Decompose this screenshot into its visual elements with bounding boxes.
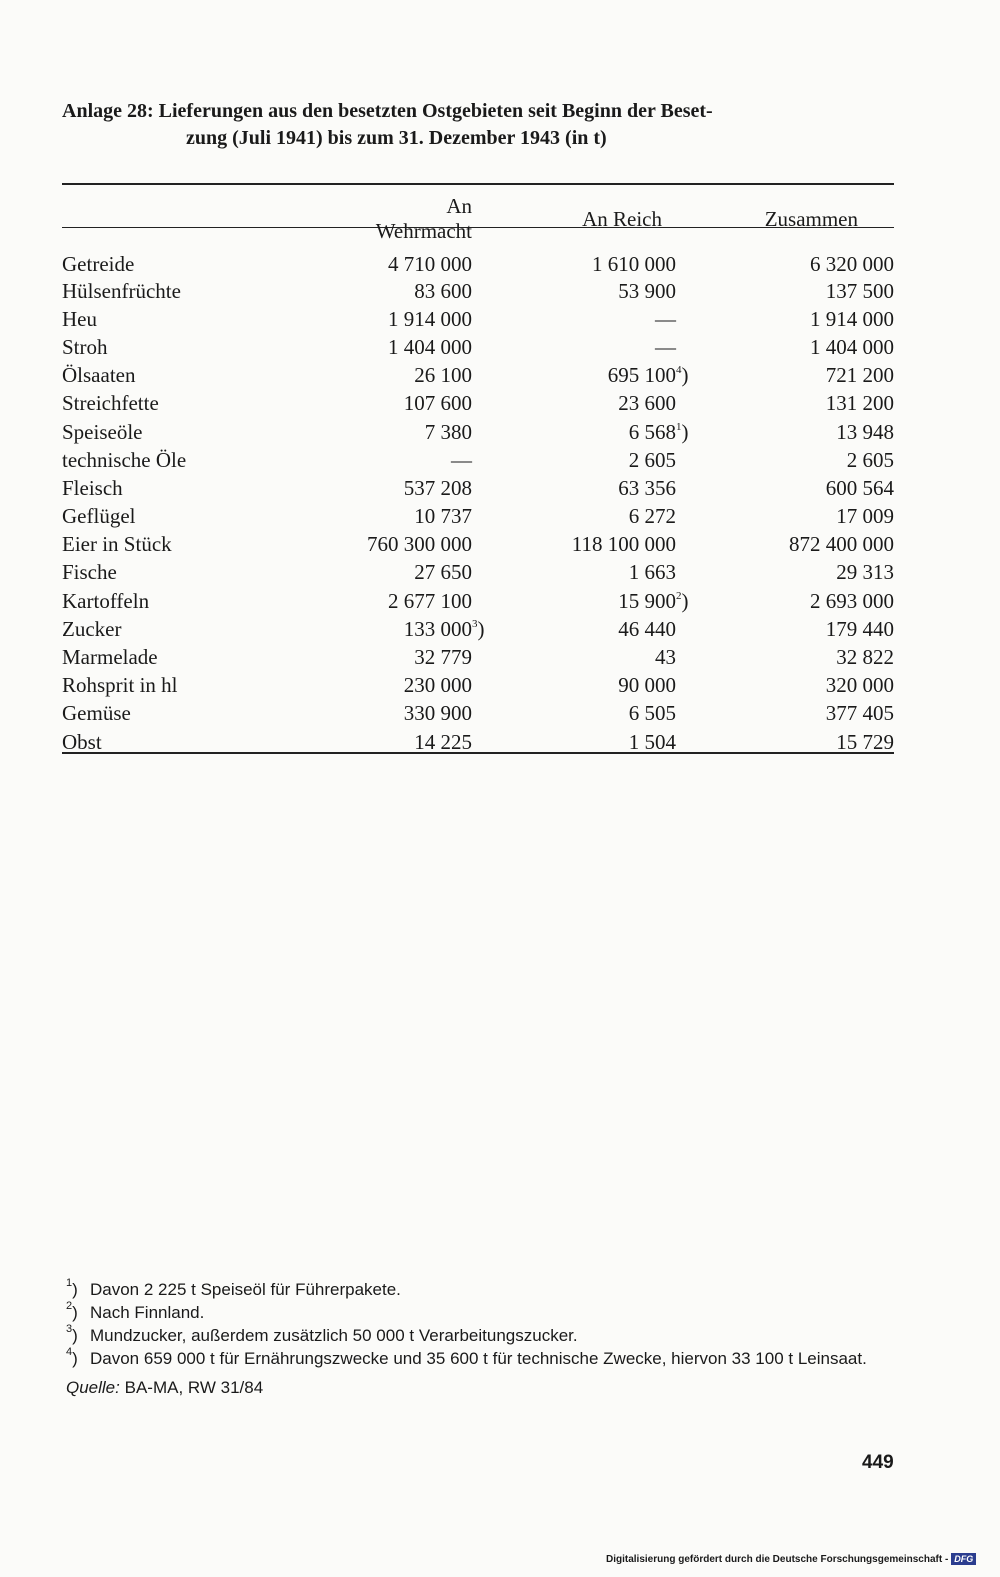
cell-zusammen [694,587,894,615]
cell-zusammen-value: 29 313 [836,560,894,585]
cell-zusammen-value: 15 729 [836,729,894,754]
table-body [62,244,894,756]
table-row [62,672,894,700]
cell-wehrmacht-value: 1 404 000 [388,334,472,359]
cell-wehrmacht-value: 26 100 [414,363,472,388]
table-row [62,474,894,502]
footnote-ref-number: 1 [676,420,682,433]
table-row [62,305,894,333]
cell-zusammen-value: 2 693 000 [810,588,894,613]
header-zusammen: Zusammen [764,206,858,231]
footnote-mark-number: 1 [66,1277,73,1289]
cell-zusammen-value: 377 405 [825,701,894,726]
cell-wehrmacht-value: 4 710 000 [388,252,472,276]
row-label [62,559,362,587]
footnote-mark: $^3$) [66,1323,78,1345]
cell-wehrmacht [362,474,490,502]
header-wehrmacht: An Wehrmacht [375,194,472,243]
cell-zusammen-value: 13 948 [836,419,894,444]
cell-reich-value: 53 900 [618,278,676,303]
cell-zusammen-value: 137 500 [825,278,894,303]
table-top-rule [62,183,894,185]
header-reich: An Reich [582,206,662,231]
row-label [62,305,362,333]
cell-reich-value: — [655,306,676,331]
row-label [62,700,362,728]
cell-wehrmacht-value: 107 600 [403,391,472,416]
row-label-value: Getreide [62,252,135,276]
footnote-mark-number: 3 [66,1323,73,1335]
table-row [62,531,894,559]
cell-wehrmacht [362,418,490,446]
footnote-ref-paren: ) [681,419,689,444]
cell-reich [490,587,694,615]
cell-wehrmacht [362,531,490,559]
row-label-value: Hülsenfrüchte [62,278,181,303]
cell-wehrmacht-value: — [451,447,472,472]
cell-wehrmacht [362,672,490,700]
cell-reich-value: 695 100 [607,363,676,388]
footnote-mark: $^4$) [66,1346,78,1368]
cell-reich-value: 15 900 [618,588,676,613]
footnote [66,1278,900,1301]
cell-zusammen [694,643,894,671]
footnote-text: Mundzucker, außerdem zusätzlich 50 000 t Verarbeitungszucker. [90,1326,578,1345]
row-label [62,362,362,390]
cell-reich-value: — [655,334,676,359]
row-label-value: Rohsprit in hl [62,673,178,698]
footnote-list [66,1278,900,1370]
footnote-ref-number: 2 [676,589,682,602]
row-label-value: Kartoffeln [62,588,150,613]
footnote-ref-number: 3 [472,617,478,630]
row-label-value: Streichfette [62,391,159,416]
cell-zusammen-value: 1 914 000 [810,306,894,331]
table-row [62,700,894,728]
row-label [62,446,362,474]
cell-reich [490,615,694,643]
cell-wehrmacht [362,643,490,671]
cell-reich [490,277,694,305]
table-row [62,446,894,474]
table-row [62,333,894,361]
footnote-text: Davon 659 000 t für Ernährungszwecke und 35 600 t für technische Zwecke, hiervon 33 100 t Leinsaat. [90,1349,867,1368]
cell-wehrmacht-value: 2 677 100 [388,588,472,613]
cell-wehrmacht [362,390,490,418]
row-label [62,672,362,700]
footnote [66,1324,900,1347]
footnote-ref [676,420,694,445]
cell-wehrmacht [362,503,490,531]
row-label [62,474,362,502]
footnote-text: Nach Finnland. [90,1303,205,1322]
cell-reich [490,531,694,559]
cell-zusammen [694,531,894,559]
cell-reich [490,244,694,277]
cell-wehrmacht-value: 760 300 000 [367,532,472,557]
deliveries-table [62,190,894,756]
cell-wehrmacht-value: 27 650 [414,560,472,585]
page-title [62,98,902,152]
cell-wehrmacht [362,277,490,305]
row-label-value: Eier in Stück [62,532,172,557]
cell-wehrmacht-value: 7 380 [424,419,472,444]
title-line-2: zung (Juli 1941) bis zum 31. Dezember 1943 (in t) [186,127,607,149]
footnote-ref-paren: ) [681,588,689,613]
row-label-value: Geflügel [62,504,136,529]
row-label-value: Fleisch [62,475,123,500]
cell-zusammen-value: 2 605 [846,447,894,472]
footnote-mark: $^2$) [66,1300,78,1322]
footnote-mark: $^1$) [66,1277,78,1299]
cell-reich-value: 1 504 [628,729,676,754]
cell-reich [490,418,694,446]
cell-wehrmacht [362,333,490,361]
footnote-ref-paren: ) [681,363,689,388]
source-label: Quelle: [66,1378,120,1397]
cell-reich-value: 23 600 [618,391,676,416]
footnote-ref-paren: ) [477,616,485,641]
digitization-credit [606,1553,976,1565]
footnote-mark-number: 4 [66,1346,73,1358]
cell-zusammen-value: 17 009 [836,504,894,529]
cell-wehrmacht [362,559,490,587]
cell-zusammen [694,390,894,418]
table-row [62,362,894,390]
cell-zusammen-value: 32 822 [836,645,894,670]
dfg-logo: DFG [951,1553,976,1565]
row-label-value: Marmelade [62,645,158,670]
cell-wehrmacht-value: 330 900 [403,701,472,726]
cell-zusammen-value: 131 200 [825,391,894,416]
cell-reich-value: 118 100 000 [571,532,676,557]
table-row [62,643,894,671]
cell-zusammen [694,277,894,305]
cell-wehrmacht-value: 133 000 [403,616,472,641]
row-label-value: Obst [62,729,102,754]
title-line-1: Anlage 28: Lieferungen aus den besetzten Ostgebieten seit Beginn der Beset- [62,100,713,122]
footnote-ref-number: 4 [676,364,682,377]
cell-zusammen [694,244,894,277]
cell-zusammen-value: 600 564 [825,475,894,500]
footnote-mark-number: 2 [66,1300,73,1312]
cell-wehrmacht-value: 537 208 [403,475,472,500]
cell-wehrmacht [362,587,490,615]
cell-reich [490,446,694,474]
cell-zusammen-value: 1 404 000 [810,334,894,359]
cell-zusammen [694,446,894,474]
cell-reich [490,305,694,333]
cell-reich-value: 43 [655,645,676,670]
cell-reich-value: 46 440 [618,616,676,641]
cell-zusammen [694,700,894,728]
row-label-value: technische Öle [62,447,187,472]
table-row [62,559,894,587]
cell-reich-value: 63 356 [618,475,676,500]
row-label-value: Stroh [62,334,108,359]
cell-wehrmacht-value: 10 737 [414,504,472,529]
table-row [62,390,894,418]
cell-zusammen [694,615,894,643]
row-label [62,643,362,671]
row-label [62,333,362,361]
cell-zusammen-value: 721 200 [825,363,894,388]
cell-zusammen [694,559,894,587]
table-row [62,503,894,531]
row-label-value: Ölsaaten [62,363,136,388]
row-label-value: Gemüse [62,701,131,726]
cell-reich [490,559,694,587]
table-row [62,244,894,277]
source-text: BA-MA, RW 31/84 [124,1378,264,1397]
footnote-ref [472,617,490,642]
cell-zusammen [694,503,894,531]
cell-reich-value: 1 610 000 [592,252,676,276]
cell-zusammen [694,362,894,390]
row-label [62,587,362,615]
cell-zusammen-value: 6 320 000 [810,252,894,276]
cell-zusammen-value: 179 440 [825,616,894,641]
cell-reich-value: 6 505 [628,701,676,726]
footnote-ref [676,363,694,388]
cell-reich [490,503,694,531]
cell-wehrmacht [362,446,490,474]
row-label [62,615,362,643]
cell-zusammen [694,418,894,446]
cell-reich-value: 6 272 [628,504,676,529]
row-label [62,390,362,418]
cell-wehrmacht [362,305,490,333]
cell-wehrmacht-value: 83 600 [414,278,472,303]
cell-reich [490,672,694,700]
cell-wehrmacht [362,244,490,277]
row-label-value: Fische [62,560,117,585]
table-row [62,615,894,643]
cell-wehrmacht [362,362,490,390]
cell-reich-value: 90 000 [618,673,676,698]
cell-reich [490,474,694,502]
table-row [62,418,894,446]
cell-zusammen [694,305,894,333]
row-label [62,531,362,559]
table-row [62,587,894,615]
credit-text: Digitalisierung gefördert durch die Deutsche Forschungsgemeinschaft - [606,1554,949,1565]
cell-zusammen-value: 320 000 [825,673,894,698]
cell-wehrmacht [362,700,490,728]
row-label [62,503,362,531]
source-line [66,1376,900,1399]
cell-reich [490,333,694,361]
cell-zusammen [694,333,894,361]
cell-wehrmacht [362,615,490,643]
row-label [62,418,362,446]
cell-wehrmacht-value: 230 000 [403,673,472,698]
footnote [66,1301,900,1324]
row-label-value: Heu [62,306,97,331]
footnote [66,1347,900,1370]
row-label [62,277,362,305]
footnotes [66,1278,900,1399]
cell-reich [490,643,694,671]
row-label-value: Speiseöle [62,419,143,444]
cell-reich [490,700,694,728]
cell-reich-value: 6 568 [628,419,676,444]
cell-reich [490,728,694,756]
footnote-text: Davon 2 225 t Speiseöl für Führerpakete. [90,1280,401,1299]
footnote-ref [676,589,694,614]
cell-wehrmacht-value: 32 779 [414,645,472,670]
cell-zusammen [694,672,894,700]
table-row [62,277,894,305]
row-label [62,728,362,756]
cell-wehrmacht [362,728,490,756]
cell-reich [490,390,694,418]
page-number: 449 [862,1452,894,1473]
cell-zusammen-value: 872 400 000 [789,532,894,557]
cell-wehrmacht-value: 1 914 000 [388,306,472,331]
table-row [62,728,894,756]
row-label-value: Zucker [62,616,122,641]
cell-wehrmacht-value: 14 225 [414,729,472,754]
table-header-row [62,190,894,244]
row-label [62,244,362,277]
cell-zusammen [694,728,894,756]
header-label [62,190,362,244]
cell-reich-value: 2 605 [628,447,676,472]
cell-reich-value: 1 663 [628,560,676,585]
cell-zusammen [694,474,894,502]
cell-reich [490,362,694,390]
